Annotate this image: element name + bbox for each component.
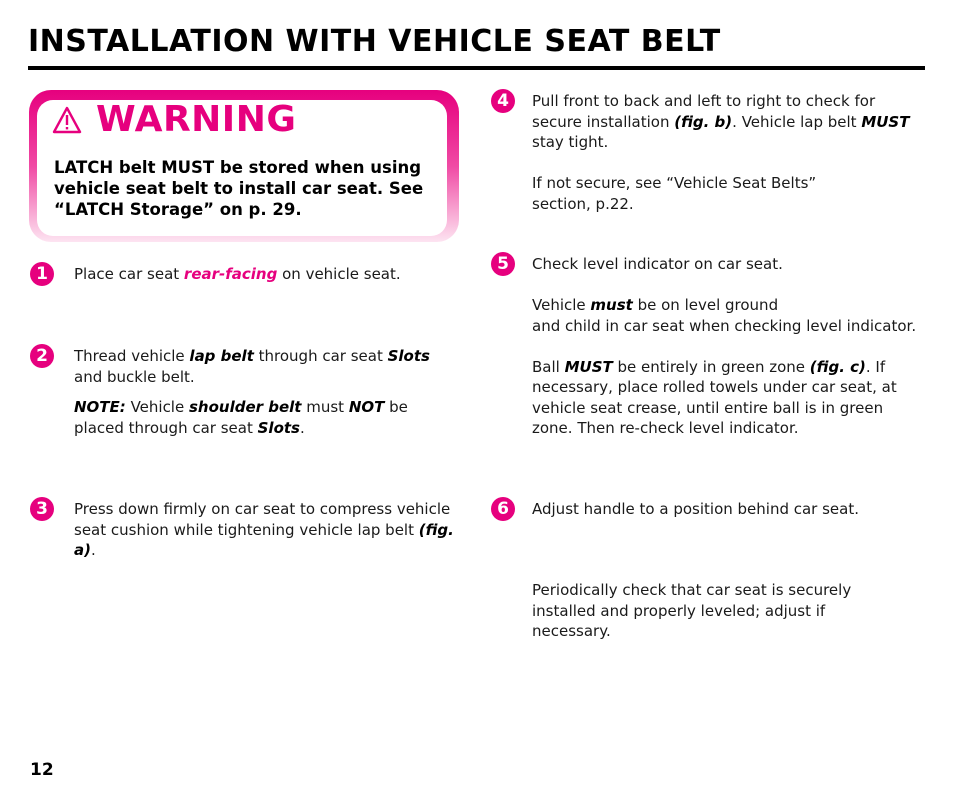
step-number-3: 3 xyxy=(30,497,54,521)
step-5 xyxy=(532,254,924,439)
title-rule xyxy=(28,66,925,70)
text-run: section, p.22. xyxy=(532,194,634,213)
step-1 xyxy=(74,264,454,285)
warning-text: LATCH belt MUST be stored when using vehicle seat belt to install car seat. See “LATCH Storage” on p. 29. xyxy=(54,158,424,219)
figure-reference: (fig. c) xyxy=(809,357,866,376)
emphasis-must: MUST xyxy=(861,112,910,131)
text-run: Thread vehicle xyxy=(74,347,190,365)
emphasis-shoulder-belt: shoulder belt xyxy=(188,398,302,416)
emphasis-slots: Slots xyxy=(387,347,430,365)
warning-heading xyxy=(52,99,297,140)
text-run: . Vehicle lap belt xyxy=(732,112,862,131)
step-3 xyxy=(74,499,458,561)
emphasis-must: MUST xyxy=(564,357,613,376)
emphasis-must: must xyxy=(590,296,633,314)
text-run: Vehicle xyxy=(125,398,189,416)
warning-title: WARNING xyxy=(96,99,297,140)
text-run: . xyxy=(299,418,305,437)
step-2-note xyxy=(74,397,458,438)
step-5-ball-note xyxy=(532,357,924,439)
text-run: be entirely in green zone xyxy=(612,357,810,376)
step-2 xyxy=(74,346,458,438)
text-run: . If necessary, place rolled towels under car seat, at vehicle seat crease, until entire ball is in green zone. Then re-check level indicator. xyxy=(532,357,897,437)
periodic-check-note xyxy=(532,580,892,642)
text-run: If not secure, see “Vehicle Seat Belts” xyxy=(532,174,817,192)
step-number-4: 4 xyxy=(491,89,515,113)
step-6 xyxy=(532,499,922,520)
step-number-5: 5 xyxy=(491,252,515,276)
step-number-2: 2 xyxy=(30,344,54,368)
text-run: Vehicle xyxy=(532,296,591,314)
step-2-text xyxy=(74,346,458,387)
text-run: on vehicle seat. xyxy=(277,265,401,283)
page-number: 12 xyxy=(30,760,54,780)
note-label: NOTE: xyxy=(74,398,126,416)
emphasis-lap-belt: lap belt xyxy=(189,347,254,365)
text-run: Ball xyxy=(532,357,565,376)
step-5-level-note xyxy=(532,295,924,336)
step-6-text: Adjust handle to a position behind car seat. xyxy=(532,500,859,518)
text-run: must xyxy=(301,398,349,416)
text-run: Press down firmly on car seat to compress vehicle seat cushion while tightening vehicle lap belt xyxy=(74,500,451,539)
text-run: be placed through car seat xyxy=(74,398,408,437)
figure-reference: (fig. b) xyxy=(674,112,733,131)
text-run: and child in car seat when checking level indicator. xyxy=(532,316,917,335)
text-run: Place car seat xyxy=(74,265,184,283)
step-5-text: Check level indicator on car seat. xyxy=(532,255,783,273)
step-4 xyxy=(532,91,922,214)
step-4-note xyxy=(532,173,922,214)
emphasis-not: NOT xyxy=(348,398,385,416)
step-4-text xyxy=(532,91,922,153)
text-run: . xyxy=(90,541,96,559)
emphasis-rear-facing: rear-facing xyxy=(183,265,278,283)
step-number-1: 1 xyxy=(30,262,54,286)
warning-triangle-icon xyxy=(52,106,82,134)
emphasis-slots: Slots xyxy=(257,418,300,437)
text-run: Pull front to back and left to right to check for secure installation xyxy=(532,92,876,131)
step-1-text xyxy=(74,264,454,285)
text-run: and buckle belt. xyxy=(74,367,195,386)
text-run: through car seat xyxy=(253,347,388,365)
page-title: INSTALLATION WITH VEHICLE SEAT BELT xyxy=(28,24,721,59)
periodic-check-text: Periodically check that car seat is securely installed and properly leveled; adjust if necessary. xyxy=(532,581,852,640)
step-3-text xyxy=(74,499,458,561)
figure-reference: (fig. a) xyxy=(74,520,454,559)
step-number-6: 6 xyxy=(491,497,515,521)
text-run: be on level ground xyxy=(632,296,779,314)
text-run: stay tight. xyxy=(532,133,609,151)
